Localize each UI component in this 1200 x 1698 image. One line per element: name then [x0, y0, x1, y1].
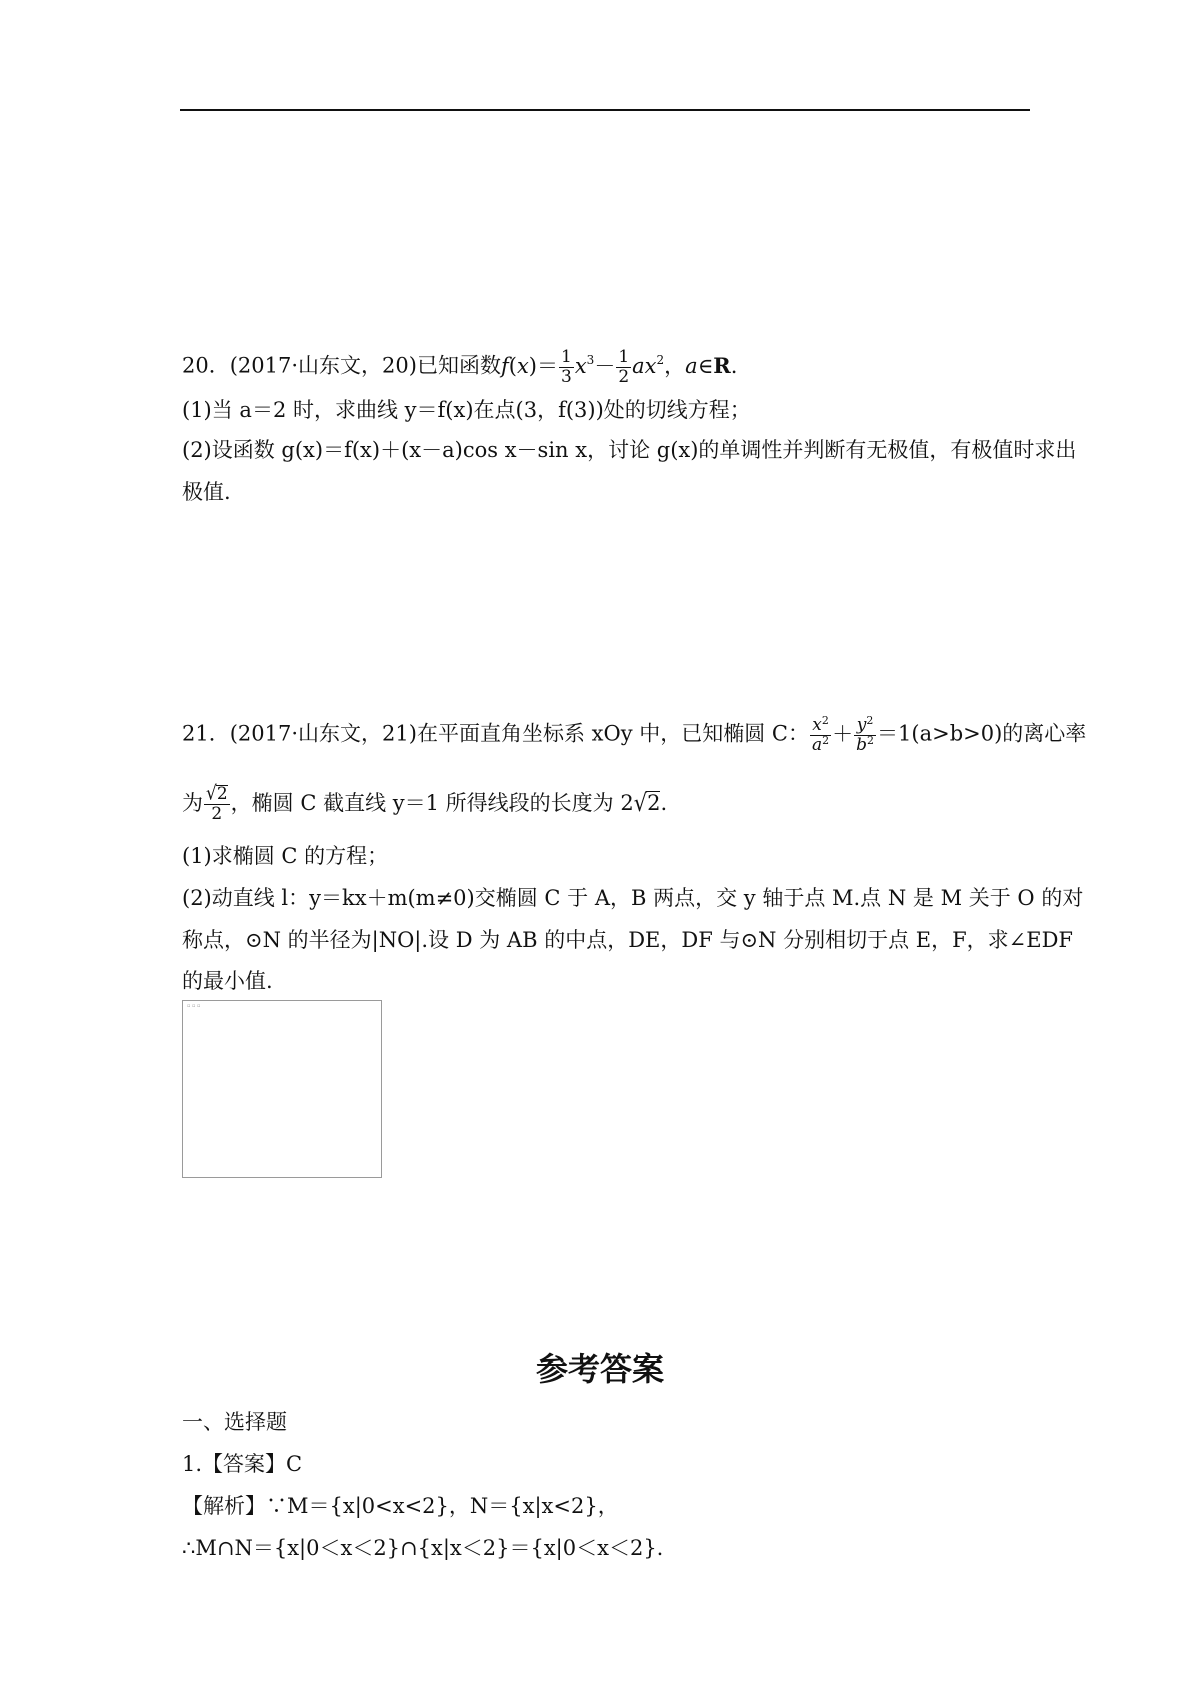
q20-source: (2017·山东文，20): [229, 353, 417, 378]
answer-item-1: 1.【答案】C: [182, 1452, 303, 1476]
q21-line2: [182, 782, 668, 824]
q21-part1: (1)求椭圆 C 的方程；: [182, 844, 389, 868]
figure-placeholder-icon: ▫ ▫ ▫: [187, 1003, 201, 1009]
header-rule: [180, 109, 1030, 111]
q20-intro: 已知函数: [416, 353, 501, 378]
q21-part2-line2: 称点，⊙N 的半径为|NO|.设 D 为 AB 的中点，DE，DF 与⊙N 分别相切于点 E，F，求∠EDF: [182, 928, 1074, 952]
q20-part2-line1: (2)设函数 g(x)＝f(x)＋(x－a)cos x－sin x，讨论 g(x)的单调性并判断有无极值，有极值时求出: [182, 438, 1077, 462]
q21-eccentricity-value: $\frac{√2}{2}$: [206, 782, 228, 824]
q21-line2-text: ，椭圆 C 截直线 y＝1 所得线段的长度为 2: [230, 790, 634, 815]
q21-ellipse-formula: $\frac{x^2}{a^2}$ ＋ $\frac{y^2}{b^2}$: [812, 714, 875, 755]
q21-source: (2017·山东文，21): [229, 721, 417, 746]
answers-section-heading: 一、选择题: [182, 1410, 287, 1434]
q20-function-formula: f(x)＝ $\frac{1}{3}$ $x^3-$ $\frac{1}{2}$ $ax^2$，a∈R.: [500, 347, 738, 387]
q21-eccentricity-tail: ＝1(a>b>0)的离心率: [877, 721, 1087, 746]
q20-part2-line2: 极值.: [182, 480, 231, 504]
q21-figure-placeholder: [182, 1000, 382, 1178]
q21-intro: 在平面直角坐标系 xOy 中，已知椭圆 C：: [416, 721, 809, 746]
answers-title: 参考答案: [535, 1350, 664, 1388]
q20-stem: [182, 348, 737, 386]
q21-line2-prefix: 为: [182, 790, 203, 815]
q21-part2-line1: (2)动直线 l：y＝kx＋m(m≠0)交椭圆 C 于 A，B 两点，交 y 轴于点 M.点 N 是 M 关于 O 的对: [182, 886, 1084, 910]
q20-part1: (1)当 a＝2 时，求曲线 y＝f(x)在点(3，f(3))处的切线方程；: [182, 398, 751, 422]
q21-part2-line3: 的最小值.: [182, 969, 273, 993]
q21-stem: [182, 716, 1086, 754]
q20-number: 20．: [182, 353, 230, 378]
q21-length-root: √2.: [633, 788, 668, 817]
answer-analysis-line1: [182, 1496, 619, 1517]
answer-analysis-line2: ∴M∩N＝{x|0＜x＜2}∩{x|x＜2}＝{x|0＜x＜2}.: [182, 1536, 664, 1560]
analysis-text-1: ∵M＝{x|0<x<2}，N＝{x|x<2}，: [266, 1494, 619, 1518]
analysis-label: 【解析】: [182, 1494, 266, 1518]
q21-number: 21．: [182, 721, 230, 746]
